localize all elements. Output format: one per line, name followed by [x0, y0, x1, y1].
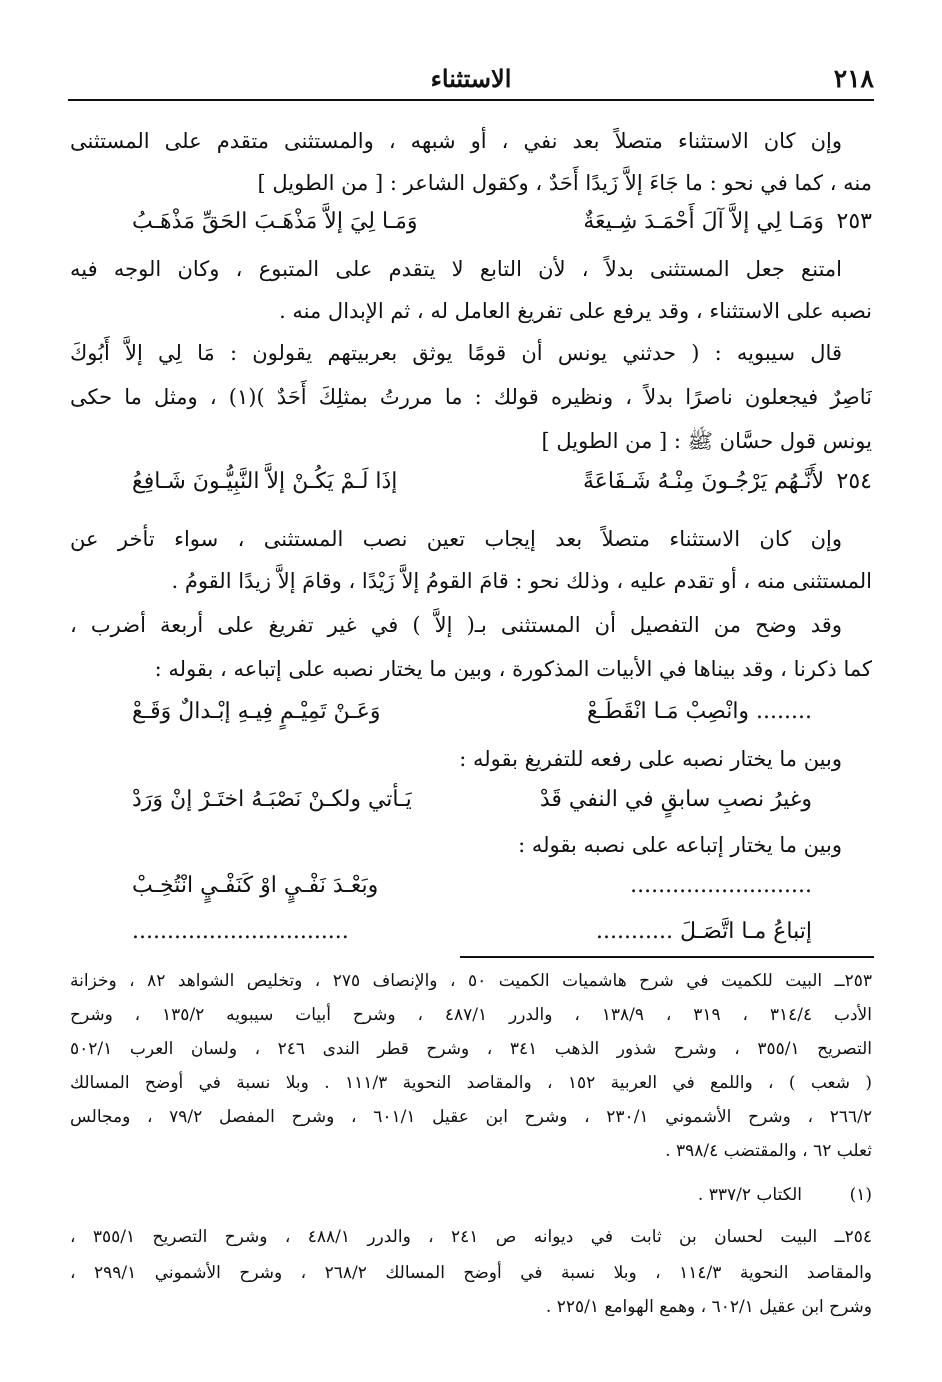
- footnote-line: ٢٦٦/٢ ، وشرح الأشموني ٢٣٠/١ ، وشرح ابن عقيل ٦٠١/١ ، وشرح المفصل ٧٩/٢ ، ومجالس: [70, 1107, 872, 1127]
- paragraph-line: امتنع جعل المستثنى بدلاً ، لأن التابع لا يتقدم على المتبوع ، وكان الوجه فيه: [70, 257, 842, 281]
- verse-second-hemistich: وَمَـا لِيَ إلاَّ مَذْهَـبَ الحَقِّ مَذْهَـبُ: [132, 209, 418, 234]
- alfiyya-verse: [70, 692, 872, 732]
- footnote-marker: (١): [849, 1185, 872, 1205]
- paragraph-line: وبين ما يختار إتباعه على نصبه بقوله :: [518, 833, 842, 857]
- footnote-text: الكتاب ٣٣٧/٢ .: [697, 1185, 802, 1205]
- footnote-line: وشرح ابن عقيل ٦٠٢/١ ، وهمع الهوامع ٢٢٥/١ .: [545, 1297, 872, 1317]
- verse-first-hemistich: ........ وانْصِبْ مَـا انْقَطَـعْ: [587, 699, 812, 724]
- verse-first-hemistich: ..........................: [630, 873, 812, 898]
- alfiyya-verse: [70, 866, 872, 906]
- paragraph-line: منه ، كما في نحو : ما جَاءَ إلاَّ زَيدًا أَحَدٌ ، وكقول الشاعر : [ من الطويل ]: [257, 171, 872, 195]
- verse-first-hemistich: لأَنَّـهُم يَرْجُـونَ مِنْـهُ شَـفَاعَةً: [582, 469, 824, 494]
- paragraph-line: قال سيبويه : ( حدثني يونس أن قومًا يوثق بعربيتهم يقولون : مَا لِي إلاَّ أَبُوكَ: [70, 341, 842, 365]
- paragraph-line: نَاصِرٌ فيجعلون ناصرًا بدلاً ، ونظيره قولك : ما مررتُ بمثلِكَ أَحَدٌ )(١) ، ومثل ما حكى: [70, 385, 872, 409]
- verse-number: ٢٥٤: [836, 469, 872, 494]
- verse-253: [70, 202, 872, 242]
- paragraph-line: وإن كان الاستثناء متصلاً بعد إيجاب تعين نصب المستثنى ، سواء تأخر عن: [70, 527, 842, 551]
- verse-first-hemistich: وَمَـا لِي إلاَّ آلَ أَحْمَـدَ شِـيعَةٌ: [583, 209, 824, 234]
- verse-second-hemistich: وبَعْـدَ نَفْـيٍ اوْ كَنَفْـيٍ انْتُخِـبْ: [132, 873, 379, 898]
- footnote-line: ٢٥٣ــ البيت للكميت في شرح هاشميات الكميت ٥٠ ، والإنصاف ٢٧٥ ، وتخليص الشواهد ٨٢ ، وخزانة: [70, 971, 872, 991]
- running-title: الاستثناء: [430, 64, 512, 93]
- paragraph-line: كما ذكرنا ، وقد بيناها في الأبيات المذكورة ، وبين ما يختار نصبه على إتباعه ، بقوله :: [154, 657, 872, 681]
- verse-second-hemistich: وَعَـنْ تَمِيْـمٍ فِيـهِ إبْـدالٌ وَقَـعْ: [132, 699, 381, 724]
- paragraph-line: وإن كان الاستثناء متصلاً بعد نفي ، أو شبهه ، والمستثنى متقدم على المستثنى: [70, 129, 842, 153]
- verse-first-hemistich: وغيرُ نصبِ سابقٍ في النفي قَدْ: [539, 787, 812, 812]
- alfiyya-verse: [70, 912, 872, 952]
- paragraph-line: وبين ما يختار نصبه على رفعه للتفريغ بقوله :: [459, 747, 842, 771]
- verse-number: ٢٥٣: [836, 209, 872, 234]
- verse-first-hemistich: إتباعُ مـا اتَّصَـلَ ...........: [596, 919, 812, 944]
- footnote-1: [70, 1180, 872, 1212]
- footnote-line: ثعلب ٦٢ ، والمقتضب ٣٩٨/٤ .: [665, 1141, 872, 1161]
- footnote-line: ( شعب ) ، واللمع في العربية ١٥٢ ، والمقاصد النحوية ١١١/٣ . وبلا نسبة في أوضح المسالك: [70, 1073, 872, 1093]
- footnote-line: والمقاصد النحوية ١١٤/٣ ، وبلا نسبة في أوضح المسالك ٢٦٨/٢ ، وشرح الأشموني ٢٩٩/١ ،: [70, 1263, 872, 1283]
- paragraph-line: يونس قول حسَّان ﷺ : [ من الطويل ]: [541, 429, 872, 453]
- page-header: [68, 64, 874, 98]
- footnote-line: ٢٥٤ــ البيت لحسان بن ثابت في ديوانه ص ٢٤١ ، والدرر ٤٨٨/١ ، وشرح التصريح ٣٥٥/١ ،: [70, 1227, 872, 1247]
- page-number: ٢١٨: [833, 64, 874, 93]
- footnote-rule: [460, 956, 874, 958]
- verse-254: [70, 462, 872, 502]
- verse-second-hemistich: يَـأتي ولكـنْ نَصْبَـهُ اختَـرْ إنْ وَرَدْ: [132, 787, 412, 812]
- paragraph-line: وقد وضح من التفصيل أن المستثنى بـ( إلاَّ ) في غير تفريغ على أربعة أضرب ،: [70, 613, 842, 637]
- paragraph-line: المستثنى منه ، أو تقدم عليه ، وذلك نحو : قامَ القومُ إلاَّ زَيْدًا ، وقامَ إلاَّ زيدًا القومُ .: [171, 569, 872, 593]
- header-rule: [68, 99, 874, 101]
- verse-second-hemistich: ...............................: [132, 919, 349, 944]
- alfiyya-verse: [70, 780, 872, 820]
- verse-second-hemistich: إذَا لَـمْ يَكُـنْ إلاَّ النَّبِيُّـونَ شَـافِعُ: [132, 469, 398, 494]
- footnote-line: التصريح ٣٥٥/١ ، وشرح شذور الذهب ٣٤١ ، وشرح قطر الندى ٢٤٦ ، ولسان العرب ٥٠٢/١: [70, 1039, 872, 1059]
- paragraph-line: نصبه على الاستثناء ، وقد يرفع على تفريغ العامل له ، ثم الإبدال منه .: [279, 299, 872, 323]
- footnote-line: الأدب ٣١٤/٤ ، ٣١٩ ، ١٣٨/٩ ، والدرر ٤٨٧/١ ، وشرح أبيات سيبويه ١٣٥/٢ ، وشرح: [70, 1005, 872, 1025]
